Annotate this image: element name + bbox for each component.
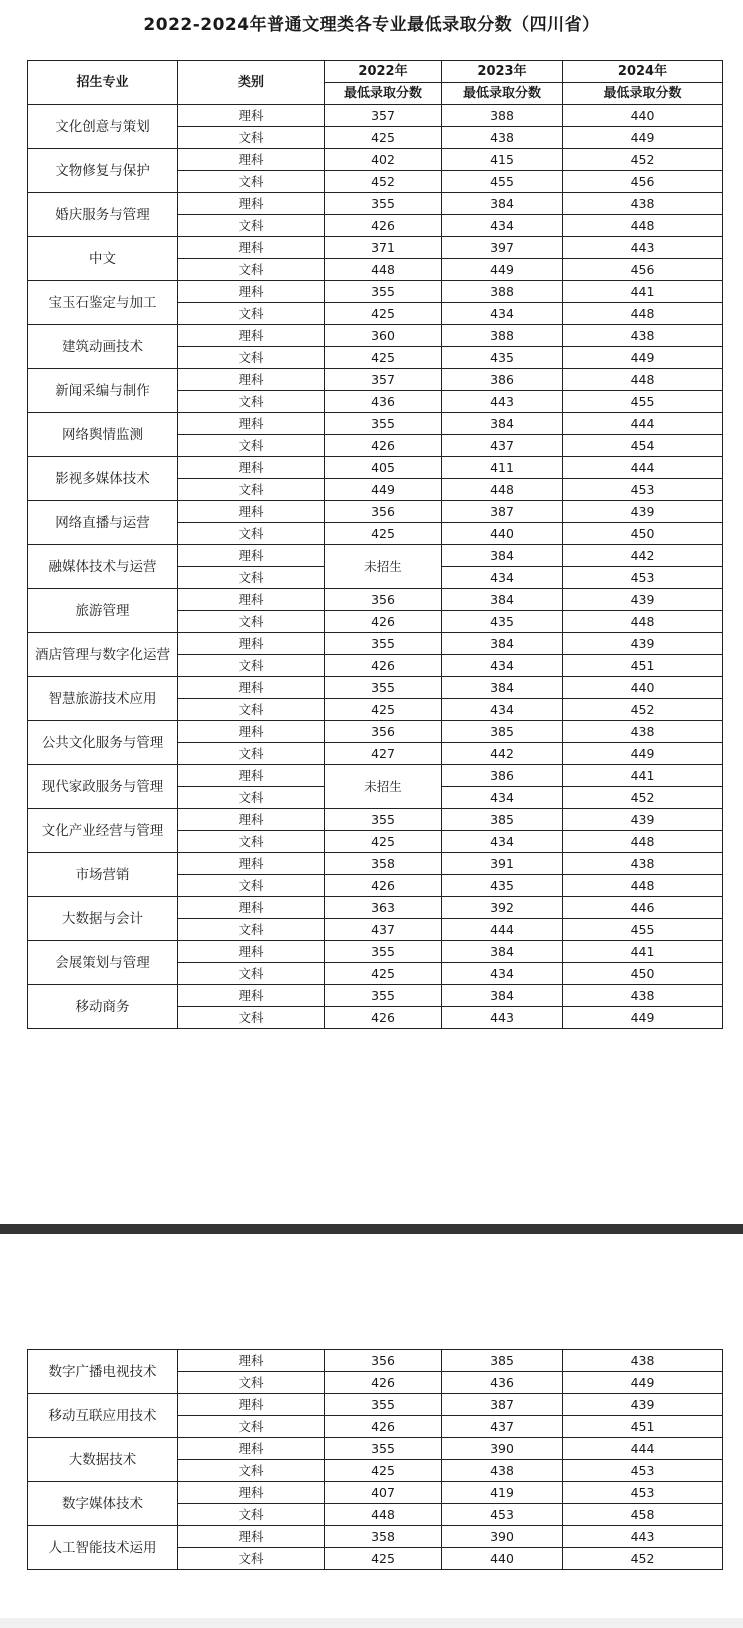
category-cell: 理科	[178, 193, 325, 215]
score-cell-2022: 357	[325, 105, 442, 127]
score-cell-2023: 391	[442, 853, 563, 875]
score-cell-2022: 356	[325, 589, 442, 611]
category-cell: 文科	[178, 611, 325, 633]
score-cell-2024: 451	[563, 655, 723, 677]
score-cell-2022: 426	[325, 655, 442, 677]
score-cell-2024: 452	[563, 787, 723, 809]
category-cell: 文科	[178, 1007, 325, 1029]
score-cell-2024: 455	[563, 919, 723, 941]
category-cell: 理科	[178, 501, 325, 523]
major-name-cell: 宝玉石鉴定与加工	[28, 281, 178, 325]
score-cell-2023: 449	[442, 259, 563, 281]
score-cell-2022: 355	[325, 633, 442, 655]
score-cell-2022: 425	[325, 1548, 442, 1570]
score-cell-2023: 411	[442, 457, 563, 479]
score-cell-2024: 444	[563, 413, 723, 435]
table-row	[28, 589, 723, 611]
score-cell-2023: 384	[442, 589, 563, 611]
score-cell-2023: 455	[442, 171, 563, 193]
score-cell-2022: 425	[325, 699, 442, 721]
table-row	[28, 545, 723, 567]
score-cell-2024: 440	[563, 677, 723, 699]
score-cell-2022: 356	[325, 721, 442, 743]
score-cell-2023: 434	[442, 655, 563, 677]
score-cell-2024: 439	[563, 633, 723, 655]
score-cell-2024: 449	[563, 347, 723, 369]
table-row	[28, 721, 723, 743]
score-cell-2023: 388	[442, 325, 563, 347]
score-cell-2023: 387	[442, 1394, 563, 1416]
category-cell: 理科	[178, 853, 325, 875]
score-cell-2022: 437	[325, 919, 442, 941]
score-cell-2023: 434	[442, 567, 563, 589]
table-row	[28, 237, 723, 259]
score-cell-2024: 441	[563, 941, 723, 963]
major-name-cell: 移动互联应用技术	[28, 1394, 178, 1438]
major-name-cell: 智慧旅游技术应用	[28, 677, 178, 721]
table-row	[28, 501, 723, 523]
major-name-cell: 旅游管理	[28, 589, 178, 633]
score-cell-2023: 385	[442, 721, 563, 743]
table-row	[28, 281, 723, 303]
score-cell-2024: 439	[563, 589, 723, 611]
score-cell-2024: 439	[563, 501, 723, 523]
category-cell: 理科	[178, 237, 325, 259]
major-name-cell: 中文	[28, 237, 178, 281]
score-cell-2022: 425	[325, 1460, 442, 1482]
score-cell-2024: 441	[563, 765, 723, 787]
score-cell-2022: 358	[325, 1526, 442, 1548]
header-sublabel-2022: 最低录取分数	[325, 83, 442, 105]
table-row	[28, 105, 723, 127]
score-cell-2023: 386	[442, 765, 563, 787]
table-row	[28, 1394, 723, 1416]
category-cell: 文科	[178, 523, 325, 545]
score-cell-2024: 439	[563, 809, 723, 831]
score-cell-2023: 453	[442, 1504, 563, 1526]
category-cell: 文科	[178, 347, 325, 369]
score-cell-2024: 438	[563, 985, 723, 1007]
score-cell-2023: 385	[442, 809, 563, 831]
score-cell-2023: 434	[442, 831, 563, 853]
score-cell-2024: 438	[563, 721, 723, 743]
score-cell-2023: 384	[442, 941, 563, 963]
category-cell: 理科	[178, 1394, 325, 1416]
score-cell-2022: 355	[325, 193, 442, 215]
category-cell: 文科	[178, 1460, 325, 1482]
major-name-cell: 网络舆情监测	[28, 413, 178, 457]
table-row	[28, 1526, 723, 1548]
category-cell: 理科	[178, 105, 325, 127]
table-row	[28, 1482, 723, 1504]
score-cell-2023: 443	[442, 391, 563, 413]
header-major: 招生专业	[28, 61, 178, 105]
major-name-cell: 婚庆服务与管理	[28, 193, 178, 237]
category-cell: 文科	[178, 1372, 325, 1394]
score-cell-2023: 434	[442, 303, 563, 325]
category-cell: 理科	[178, 1438, 325, 1460]
score-cell-2022: 448	[325, 1504, 442, 1526]
table-row	[28, 897, 723, 919]
category-cell: 文科	[178, 831, 325, 853]
category-cell: 理科	[178, 809, 325, 831]
score-cell-2022: 426	[325, 611, 442, 633]
category-cell: 理科	[178, 413, 325, 435]
category-cell: 文科	[178, 963, 325, 985]
score-cell-2022: 357	[325, 369, 442, 391]
not-enrolled-cell: 未招生	[325, 765, 442, 809]
category-cell: 理科	[178, 1482, 325, 1504]
score-cell-2024: 449	[563, 1007, 723, 1029]
score-cell-2022: 355	[325, 985, 442, 1007]
score-cell-2023: 434	[442, 699, 563, 721]
score-cell-2022: 426	[325, 1372, 442, 1394]
header-row-years	[28, 61, 723, 83]
major-name-cell: 融媒体技术与运营	[28, 545, 178, 589]
major-name-cell: 大数据技术	[28, 1438, 178, 1482]
score-cell-2022: 449	[325, 479, 442, 501]
score-cell-2022: 425	[325, 831, 442, 853]
score-cell-2023: 434	[442, 787, 563, 809]
score-cell-2024: 448	[563, 611, 723, 633]
score-cell-2022: 425	[325, 963, 442, 985]
score-cell-2023: 444	[442, 919, 563, 941]
score-cell-2022: 355	[325, 677, 442, 699]
score-cell-2024: 442	[563, 545, 723, 567]
major-name-cell: 新闻采编与制作	[28, 369, 178, 413]
score-cell-2024: 452	[563, 1548, 723, 1570]
major-name-cell: 现代家政服务与管理	[28, 765, 178, 809]
category-cell: 文科	[178, 743, 325, 765]
category-cell: 文科	[178, 1416, 325, 1438]
score-cell-2023: 437	[442, 435, 563, 457]
score-cell-2022: 355	[325, 281, 442, 303]
category-cell: 文科	[178, 259, 325, 281]
score-cell-2023: 384	[442, 193, 563, 215]
score-cell-2022: 425	[325, 523, 442, 545]
major-name-cell: 数字广播电视技术	[28, 1350, 178, 1394]
table-row	[28, 457, 723, 479]
category-cell: 理科	[178, 1526, 325, 1548]
category-cell: 文科	[178, 1504, 325, 1526]
category-cell: 理科	[178, 941, 325, 963]
score-cell-2024: 453	[563, 479, 723, 501]
table-row	[28, 677, 723, 699]
header-year-2024: 2024年	[563, 61, 723, 83]
score-cell-2024: 448	[563, 875, 723, 897]
score-cell-2023: 434	[442, 963, 563, 985]
score-cell-2024: 446	[563, 897, 723, 919]
score-cell-2024: 452	[563, 699, 723, 721]
score-cell-2022: 355	[325, 941, 442, 963]
score-cell-2024: 443	[563, 1526, 723, 1548]
score-cell-2024: 450	[563, 523, 723, 545]
category-cell: 理科	[178, 1350, 325, 1372]
score-cell-2022: 425	[325, 347, 442, 369]
score-cell-2024: 441	[563, 281, 723, 303]
score-cell-2022: 355	[325, 809, 442, 831]
score-cell-2022: 363	[325, 897, 442, 919]
category-cell: 文科	[178, 875, 325, 897]
score-cell-2023: 419	[442, 1482, 563, 1504]
score-cell-2023: 385	[442, 1350, 563, 1372]
score-cell-2024: 449	[563, 127, 723, 149]
header-year-2023: 2023年	[442, 61, 563, 83]
table-row	[28, 1438, 723, 1460]
table-row	[28, 809, 723, 831]
score-cell-2022: 427	[325, 743, 442, 765]
score-cell-2022: 407	[325, 1482, 442, 1504]
category-cell: 文科	[178, 787, 325, 809]
category-cell: 文科	[178, 215, 325, 237]
score-cell-2024: 453	[563, 1460, 723, 1482]
score-cell-2024: 450	[563, 963, 723, 985]
category-cell: 理科	[178, 457, 325, 479]
score-cell-2022: 425	[325, 127, 442, 149]
major-name-cell: 会展策划与管理	[28, 941, 178, 985]
score-cell-2024: 453	[563, 1482, 723, 1504]
table-row	[28, 193, 723, 215]
bottom-edge	[0, 1618, 743, 1628]
category-cell: 理科	[178, 897, 325, 919]
category-cell: 理科	[178, 325, 325, 347]
score-cell-2022: 358	[325, 853, 442, 875]
major-name-cell: 酒店管理与数字化运营	[28, 633, 178, 677]
score-cell-2022: 356	[325, 1350, 442, 1372]
category-cell: 理科	[178, 633, 325, 655]
table-row	[28, 413, 723, 435]
category-cell: 理科	[178, 369, 325, 391]
score-cell-2023: 390	[442, 1526, 563, 1548]
score-cell-2024: 438	[563, 853, 723, 875]
score-cell-2024: 454	[563, 435, 723, 457]
score-cell-2023: 443	[442, 1007, 563, 1029]
category-cell: 理科	[178, 765, 325, 787]
score-cell-2023: 440	[442, 523, 563, 545]
score-cell-2024: 449	[563, 743, 723, 765]
score-cell-2022: 452	[325, 171, 442, 193]
table-row	[28, 1350, 723, 1372]
category-cell: 理科	[178, 281, 325, 303]
score-cell-2023: 436	[442, 1372, 563, 1394]
score-cell-2024: 453	[563, 567, 723, 589]
admission-scores-table-continued	[27, 1349, 723, 1570]
score-cell-2023: 415	[442, 149, 563, 171]
admission-scores-table	[27, 60, 723, 1029]
score-cell-2024: 443	[563, 237, 723, 259]
score-cell-2023: 384	[442, 633, 563, 655]
score-cell-2023: 384	[442, 677, 563, 699]
major-name-cell: 建筑动画技术	[28, 325, 178, 369]
table-row	[28, 633, 723, 655]
score-cell-2023: 384	[442, 413, 563, 435]
category-cell: 理科	[178, 545, 325, 567]
score-cell-2024: 448	[563, 303, 723, 325]
major-name-cell: 大数据与会计	[28, 897, 178, 941]
score-cell-2023: 386	[442, 369, 563, 391]
score-cell-2023: 435	[442, 611, 563, 633]
table-row	[28, 853, 723, 875]
table-row	[28, 985, 723, 1007]
major-name-cell: 网络直播与运营	[28, 501, 178, 545]
score-cell-2023: 388	[442, 105, 563, 127]
score-cell-2024: 438	[563, 325, 723, 347]
score-cell-2024: 456	[563, 171, 723, 193]
score-cell-2022: 405	[325, 457, 442, 479]
score-cell-2022: 426	[325, 875, 442, 897]
header-sublabel-2024: 最低录取分数	[563, 83, 723, 105]
category-cell: 文科	[178, 567, 325, 589]
score-cell-2024: 448	[563, 215, 723, 237]
category-cell: 文科	[178, 391, 325, 413]
score-cell-2023: 438	[442, 1460, 563, 1482]
score-cell-2022: 355	[325, 1438, 442, 1460]
score-cell-2023: 387	[442, 501, 563, 523]
table-row	[28, 941, 723, 963]
score-cell-2023: 435	[442, 875, 563, 897]
table-row	[28, 369, 723, 391]
section-divider	[0, 1224, 743, 1234]
category-cell: 文科	[178, 303, 325, 325]
major-name-cell: 文化产业经营与管理	[28, 809, 178, 853]
major-name-cell: 人工智能技术运用	[28, 1526, 178, 1570]
score-cell-2023: 435	[442, 347, 563, 369]
category-cell: 文科	[178, 919, 325, 941]
score-cell-2024: 444	[563, 1438, 723, 1460]
score-cell-2024: 452	[563, 149, 723, 171]
score-cell-2023: 437	[442, 1416, 563, 1438]
score-cell-2022: 436	[325, 391, 442, 413]
table-row	[28, 765, 723, 787]
major-name-cell: 公共文化服务与管理	[28, 721, 178, 765]
category-cell: 文科	[178, 171, 325, 193]
not-enrolled-cell: 未招生	[325, 545, 442, 589]
category-cell: 文科	[178, 127, 325, 149]
score-cell-2023: 397	[442, 237, 563, 259]
score-cell-2023: 434	[442, 215, 563, 237]
header-year-2022: 2022年	[325, 61, 442, 83]
score-cell-2024: 455	[563, 391, 723, 413]
score-cell-2024: 440	[563, 105, 723, 127]
score-cell-2022: 360	[325, 325, 442, 347]
score-cell-2022: 355	[325, 413, 442, 435]
score-cell-2024: 438	[563, 1350, 723, 1372]
table-row	[28, 325, 723, 347]
score-cell-2022: 426	[325, 435, 442, 457]
major-name-cell: 影视多媒体技术	[28, 457, 178, 501]
score-cell-2022: 426	[325, 1007, 442, 1029]
score-cell-2022: 426	[325, 215, 442, 237]
score-cell-2024: 458	[563, 1504, 723, 1526]
score-cell-2022: 402	[325, 149, 442, 171]
category-cell: 文科	[178, 655, 325, 677]
category-cell: 文科	[178, 435, 325, 457]
score-cell-2023: 438	[442, 127, 563, 149]
score-cell-2024: 449	[563, 1372, 723, 1394]
score-cell-2023: 442	[442, 743, 563, 765]
table-row	[28, 149, 723, 171]
score-cell-2022: 355	[325, 1394, 442, 1416]
score-cell-2023: 384	[442, 545, 563, 567]
category-cell: 理科	[178, 721, 325, 743]
score-cell-2024: 439	[563, 1394, 723, 1416]
major-name-cell: 移动商务	[28, 985, 178, 1029]
score-cell-2024: 438	[563, 193, 723, 215]
score-cell-2024: 448	[563, 831, 723, 853]
score-cell-2022: 371	[325, 237, 442, 259]
category-cell: 理科	[178, 589, 325, 611]
major-name-cell: 数字媒体技术	[28, 1482, 178, 1526]
page-title: 2022-2024年普通文理类各专业最低录取分数（四川省）	[143, 15, 600, 35]
score-cell-2023: 384	[442, 985, 563, 1007]
category-cell: 理科	[178, 985, 325, 1007]
score-cell-2024: 456	[563, 259, 723, 281]
score-cell-2023: 440	[442, 1548, 563, 1570]
score-cell-2023: 392	[442, 897, 563, 919]
header-category: 类别	[178, 61, 325, 105]
category-cell: 理科	[178, 149, 325, 171]
score-cell-2024: 451	[563, 1416, 723, 1438]
major-name-cell: 文化创意与策划	[28, 105, 178, 149]
major-name-cell: 文物修复与保护	[28, 149, 178, 193]
score-cell-2024: 444	[563, 457, 723, 479]
score-cell-2023: 448	[442, 479, 563, 501]
score-cell-2022: 425	[325, 303, 442, 325]
category-cell: 理科	[178, 677, 325, 699]
major-name-cell: 市场营销	[28, 853, 178, 897]
score-cell-2024: 448	[563, 369, 723, 391]
score-cell-2022: 426	[325, 1416, 442, 1438]
category-cell: 文科	[178, 1548, 325, 1570]
score-cell-2023: 388	[442, 281, 563, 303]
score-cell-2023: 390	[442, 1438, 563, 1460]
score-cell-2022: 448	[325, 259, 442, 281]
category-cell: 文科	[178, 699, 325, 721]
header-sublabel-2023: 最低录取分数	[442, 83, 563, 105]
score-cell-2022: 356	[325, 501, 442, 523]
category-cell: 文科	[178, 479, 325, 501]
